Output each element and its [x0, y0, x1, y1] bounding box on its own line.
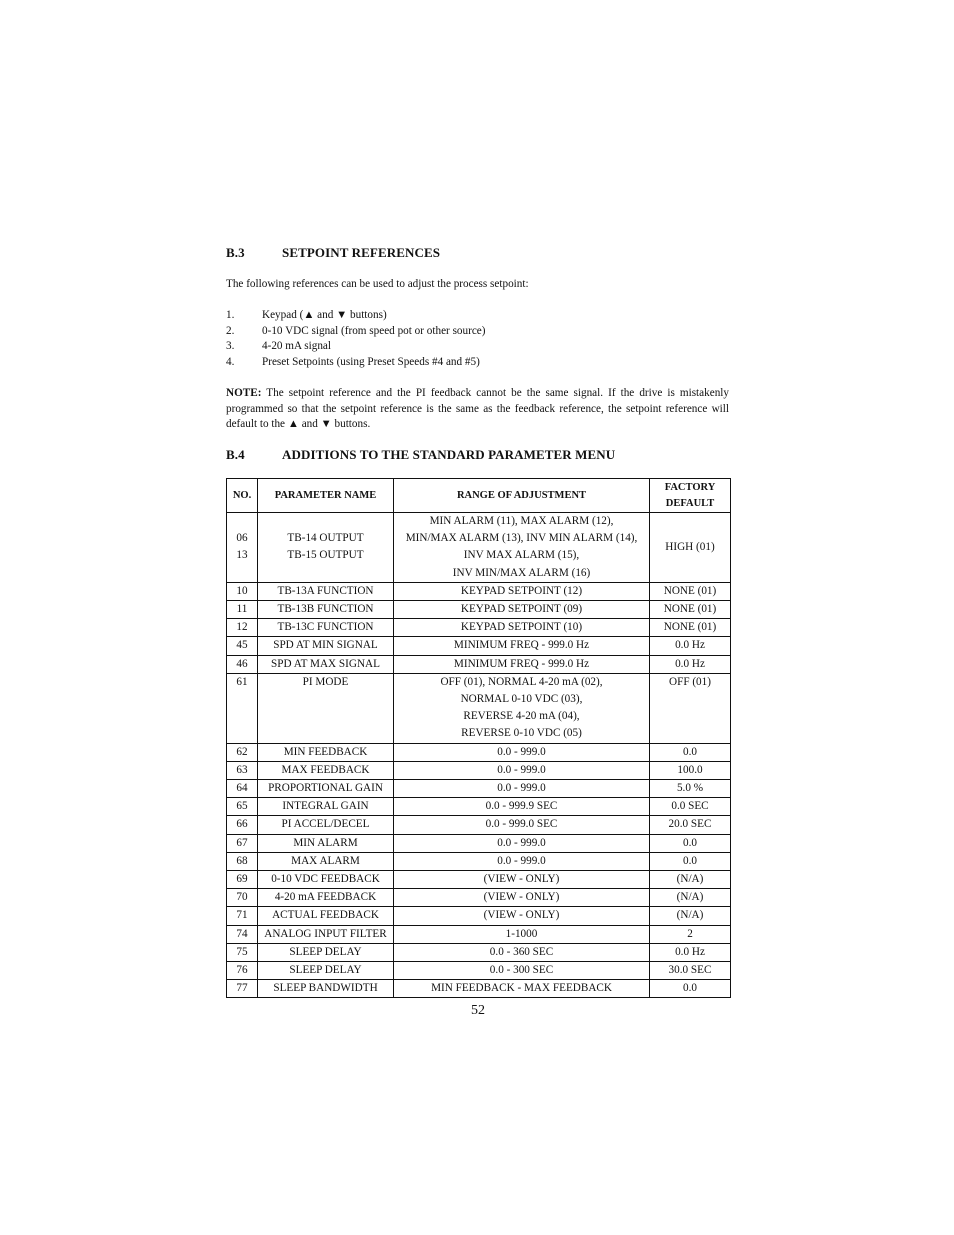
list-item-text: Preset Setpoints (using Preset Speeds #4 and #5) [262, 355, 480, 368]
cell-line: NORMAL 0-10 VDC (03), [460, 693, 583, 706]
table-row [227, 780, 731, 798]
page-number: 52 [471, 1003, 485, 1018]
cell-no: 71 [227, 907, 258, 925]
table-row [227, 889, 731, 907]
cell-no: 74 [227, 925, 258, 943]
cell-default: 100.0 [650, 761, 731, 779]
cell-no: 70 [227, 889, 258, 907]
cell-line: MIN/MAX ALARM (13), INV MIN ALARM (14), [405, 532, 638, 545]
cell-default: 2 [650, 925, 731, 943]
cell-name: SLEEP DELAY [258, 962, 394, 980]
cell-default: (N/A) [650, 871, 731, 889]
cell-default: NONE (01) [650, 601, 731, 619]
table-row [227, 852, 731, 870]
cell-range: 0.0 - 999.0 SEC [394, 816, 650, 834]
list-item [226, 324, 486, 340]
cell-range: 0.0 - 360 SEC [394, 943, 650, 961]
header-range: RANGE OF ADJUSTMENT [394, 479, 650, 513]
cell-no [227, 513, 258, 583]
cell-range: MINIMUM FREQ - 999.0 Hz [394, 655, 650, 673]
cell-range: 1-1000 [394, 925, 650, 943]
list-item-number: 2. [226, 324, 235, 337]
section-title: SETPOINT REFERENCES [282, 245, 441, 260]
section-b3-heading [226, 245, 440, 261]
cell-no: 75 [227, 943, 258, 961]
cell-range: 0.0 - 999.9 SEC [394, 798, 650, 816]
cell-name: TB-13B FUNCTION [258, 601, 394, 619]
setpoint-reference-list [226, 308, 486, 370]
cell-name: TB-13C FUNCTION [258, 619, 394, 637]
header-parameter-name: PARAMETER NAME [258, 479, 394, 513]
note-text: The setpoint reference and the PI feedback cannot be the same signal. If the drive is mistakenly programmed so that the setpoint reference is the same as the feedback reference, the setpoint reference will default to the ▲ and ▼ buttons. [226, 387, 729, 431]
header-line: DEFAULT [665, 497, 715, 509]
cell-line: INV MAX ALARM (15), [463, 549, 580, 562]
cell-default: NONE (01) [650, 582, 731, 600]
table-row [227, 943, 731, 961]
intro-paragraph: The following references can be used to adjust the process setpoint: [226, 278, 529, 290]
cell-range: 0.0 - 300 SEC [394, 962, 650, 980]
note-label: NOTE: [226, 387, 262, 399]
list-item-number: 1. [226, 309, 235, 321]
cell-name: 0-10 VDC FEEDBACK [258, 871, 394, 889]
cell-no: 61 [227, 673, 258, 743]
cell-no: 66 [227, 816, 258, 834]
section-number: B.3 [226, 245, 245, 260]
cell-name: MAX FEEDBACK [258, 761, 394, 779]
section-number: B.4 [226, 447, 245, 462]
table-row [227, 637, 731, 655]
table-header-row [227, 479, 731, 513]
table-row [227, 962, 731, 980]
cell-no: 68 [227, 852, 258, 870]
cell-default: HIGH (01) [650, 513, 731, 583]
table-row [227, 980, 731, 998]
table-row [227, 582, 731, 600]
cell-name: PI MODE [258, 673, 394, 743]
cell-no: 46 [227, 655, 258, 673]
cell-name: PROPORTIONAL GAIN [258, 780, 394, 798]
cell-name: INTEGRAL GAIN [258, 798, 394, 816]
section-title: ADDITIONS TO THE STANDARD PARAMETER MENU [282, 447, 616, 462]
cell-name: MIN FEEDBACK [258, 743, 394, 761]
cell-line: REVERSE 4-20 mA (04), [463, 710, 580, 723]
table-row [227, 834, 731, 852]
table-row [227, 907, 731, 925]
cell-name: ANALOG INPUT FILTER [258, 925, 394, 943]
cell-range: MIN FEEDBACK - MAX FEEDBACK [394, 980, 650, 998]
cell-name: TB-13A FUNCTION [258, 582, 394, 600]
cell-default: OFF (01) [650, 673, 731, 743]
table-row [227, 816, 731, 834]
cell-no: 67 [227, 834, 258, 852]
cell-line: 13 [236, 549, 248, 562]
cell-range: (VIEW - ONLY) [394, 871, 650, 889]
cell-name: MIN ALARM [258, 834, 394, 852]
cell-name: SPD AT MIN SIGNAL [258, 637, 394, 655]
cell-default: 0.0 Hz [650, 637, 731, 655]
cell-no: 69 [227, 871, 258, 889]
cell-default: 0.0 Hz [650, 655, 731, 673]
table-row [227, 925, 731, 943]
cell-name: 4-20 mA FEEDBACK [258, 889, 394, 907]
cell-name: ACTUAL FEEDBACK [258, 907, 394, 925]
list-item [226, 308, 486, 324]
list-item-number: 4. [226, 355, 235, 368]
header-factory-default [650, 479, 731, 513]
note-paragraph [226, 386, 729, 433]
table-row [227, 601, 731, 619]
cell-default: NONE (01) [650, 619, 731, 637]
cell-name: SLEEP BANDWIDTH [258, 980, 394, 998]
cell-line: 06 [236, 532, 248, 545]
cell-default: (N/A) [650, 889, 731, 907]
cell-line: OFF (01), NORMAL 4-20 mA (02), [440, 675, 603, 688]
table-row [227, 798, 731, 816]
header-line: FACTORY [664, 481, 716, 493]
cell-no: 64 [227, 780, 258, 798]
cell-default: 0.0 [650, 980, 731, 998]
cell-no: 65 [227, 798, 258, 816]
cell-range: MINIMUM FREQ - 999.0 Hz [394, 637, 650, 655]
table-row [227, 673, 731, 743]
table-row [227, 513, 731, 583]
table-body [227, 513, 731, 998]
cell-name [258, 513, 394, 583]
cell-range: (VIEW - ONLY) [394, 889, 650, 907]
table-row [227, 761, 731, 779]
cell-range [394, 673, 650, 743]
cell-range: 0.0 - 999.0 [394, 743, 650, 761]
cell-range: 0.0 - 999.0 [394, 852, 650, 870]
cell-default: (N/A) [650, 907, 731, 925]
cell-name: SPD AT MAX SIGNAL [258, 655, 394, 673]
table-row [227, 619, 731, 637]
cell-default: 30.0 SEC [650, 962, 731, 980]
cell-range: (VIEW - ONLY) [394, 907, 650, 925]
cell-range: KEYPAD SETPOINT (10) [394, 619, 650, 637]
cell-default: 20.0 SEC [650, 816, 731, 834]
table-row [227, 655, 731, 673]
cell-range [394, 513, 650, 583]
list-item-number: 3. [226, 340, 235, 353]
section-b4-heading [226, 447, 615, 463]
cell-no: 63 [227, 761, 258, 779]
list-item-text: 0-10 VDC signal (from speed pot or other source) [262, 324, 486, 337]
cell-no: 11 [227, 601, 258, 619]
cell-default: 0.0 [650, 743, 731, 761]
cell-name: MAX ALARM [258, 852, 394, 870]
cell-no: 76 [227, 962, 258, 980]
parameter-table [226, 478, 731, 998]
cell-line: TB-15 OUTPUT [287, 549, 364, 562]
cell-no: 77 [227, 980, 258, 998]
table-row [227, 743, 731, 761]
cell-default: 0.0 [650, 834, 731, 852]
cell-line: INV MIN/MAX ALARM (16) [452, 566, 591, 579]
cell-range: KEYPAD SETPOINT (09) [394, 601, 650, 619]
cell-range: 0.0 - 999.0 [394, 834, 650, 852]
cell-name: SLEEP DELAY [258, 943, 394, 961]
list-item-text: Keypad (▲ and ▼ buttons) [262, 309, 387, 321]
cell-default: 0.0 [650, 852, 731, 870]
cell-no: 10 [227, 582, 258, 600]
cell-default: 0.0 SEC [650, 798, 731, 816]
cell-range: 0.0 - 999.0 [394, 761, 650, 779]
cell-range: 0.0 - 999.0 [394, 780, 650, 798]
cell-no: 45 [227, 637, 258, 655]
list-item [226, 355, 486, 371]
cell-range: KEYPAD SETPOINT (12) [394, 582, 650, 600]
cell-default: 0.0 Hz [650, 943, 731, 961]
list-item-text: 4-20 mA signal [262, 340, 331, 353]
cell-no: 12 [227, 619, 258, 637]
cell-default: 5.0 % [650, 780, 731, 798]
cell-no: 62 [227, 743, 258, 761]
table-row [227, 871, 731, 889]
cell-name: PI ACCEL/DECEL [258, 816, 394, 834]
cell-line: TB-14 OUTPUT [287, 532, 364, 545]
cell-line: REVERSE 0-10 VDC (05) [461, 727, 582, 740]
list-item [226, 339, 486, 355]
cell-line: MIN ALARM (11), MAX ALARM (12), [429, 515, 614, 527]
header-no: NO. [227, 479, 258, 513]
